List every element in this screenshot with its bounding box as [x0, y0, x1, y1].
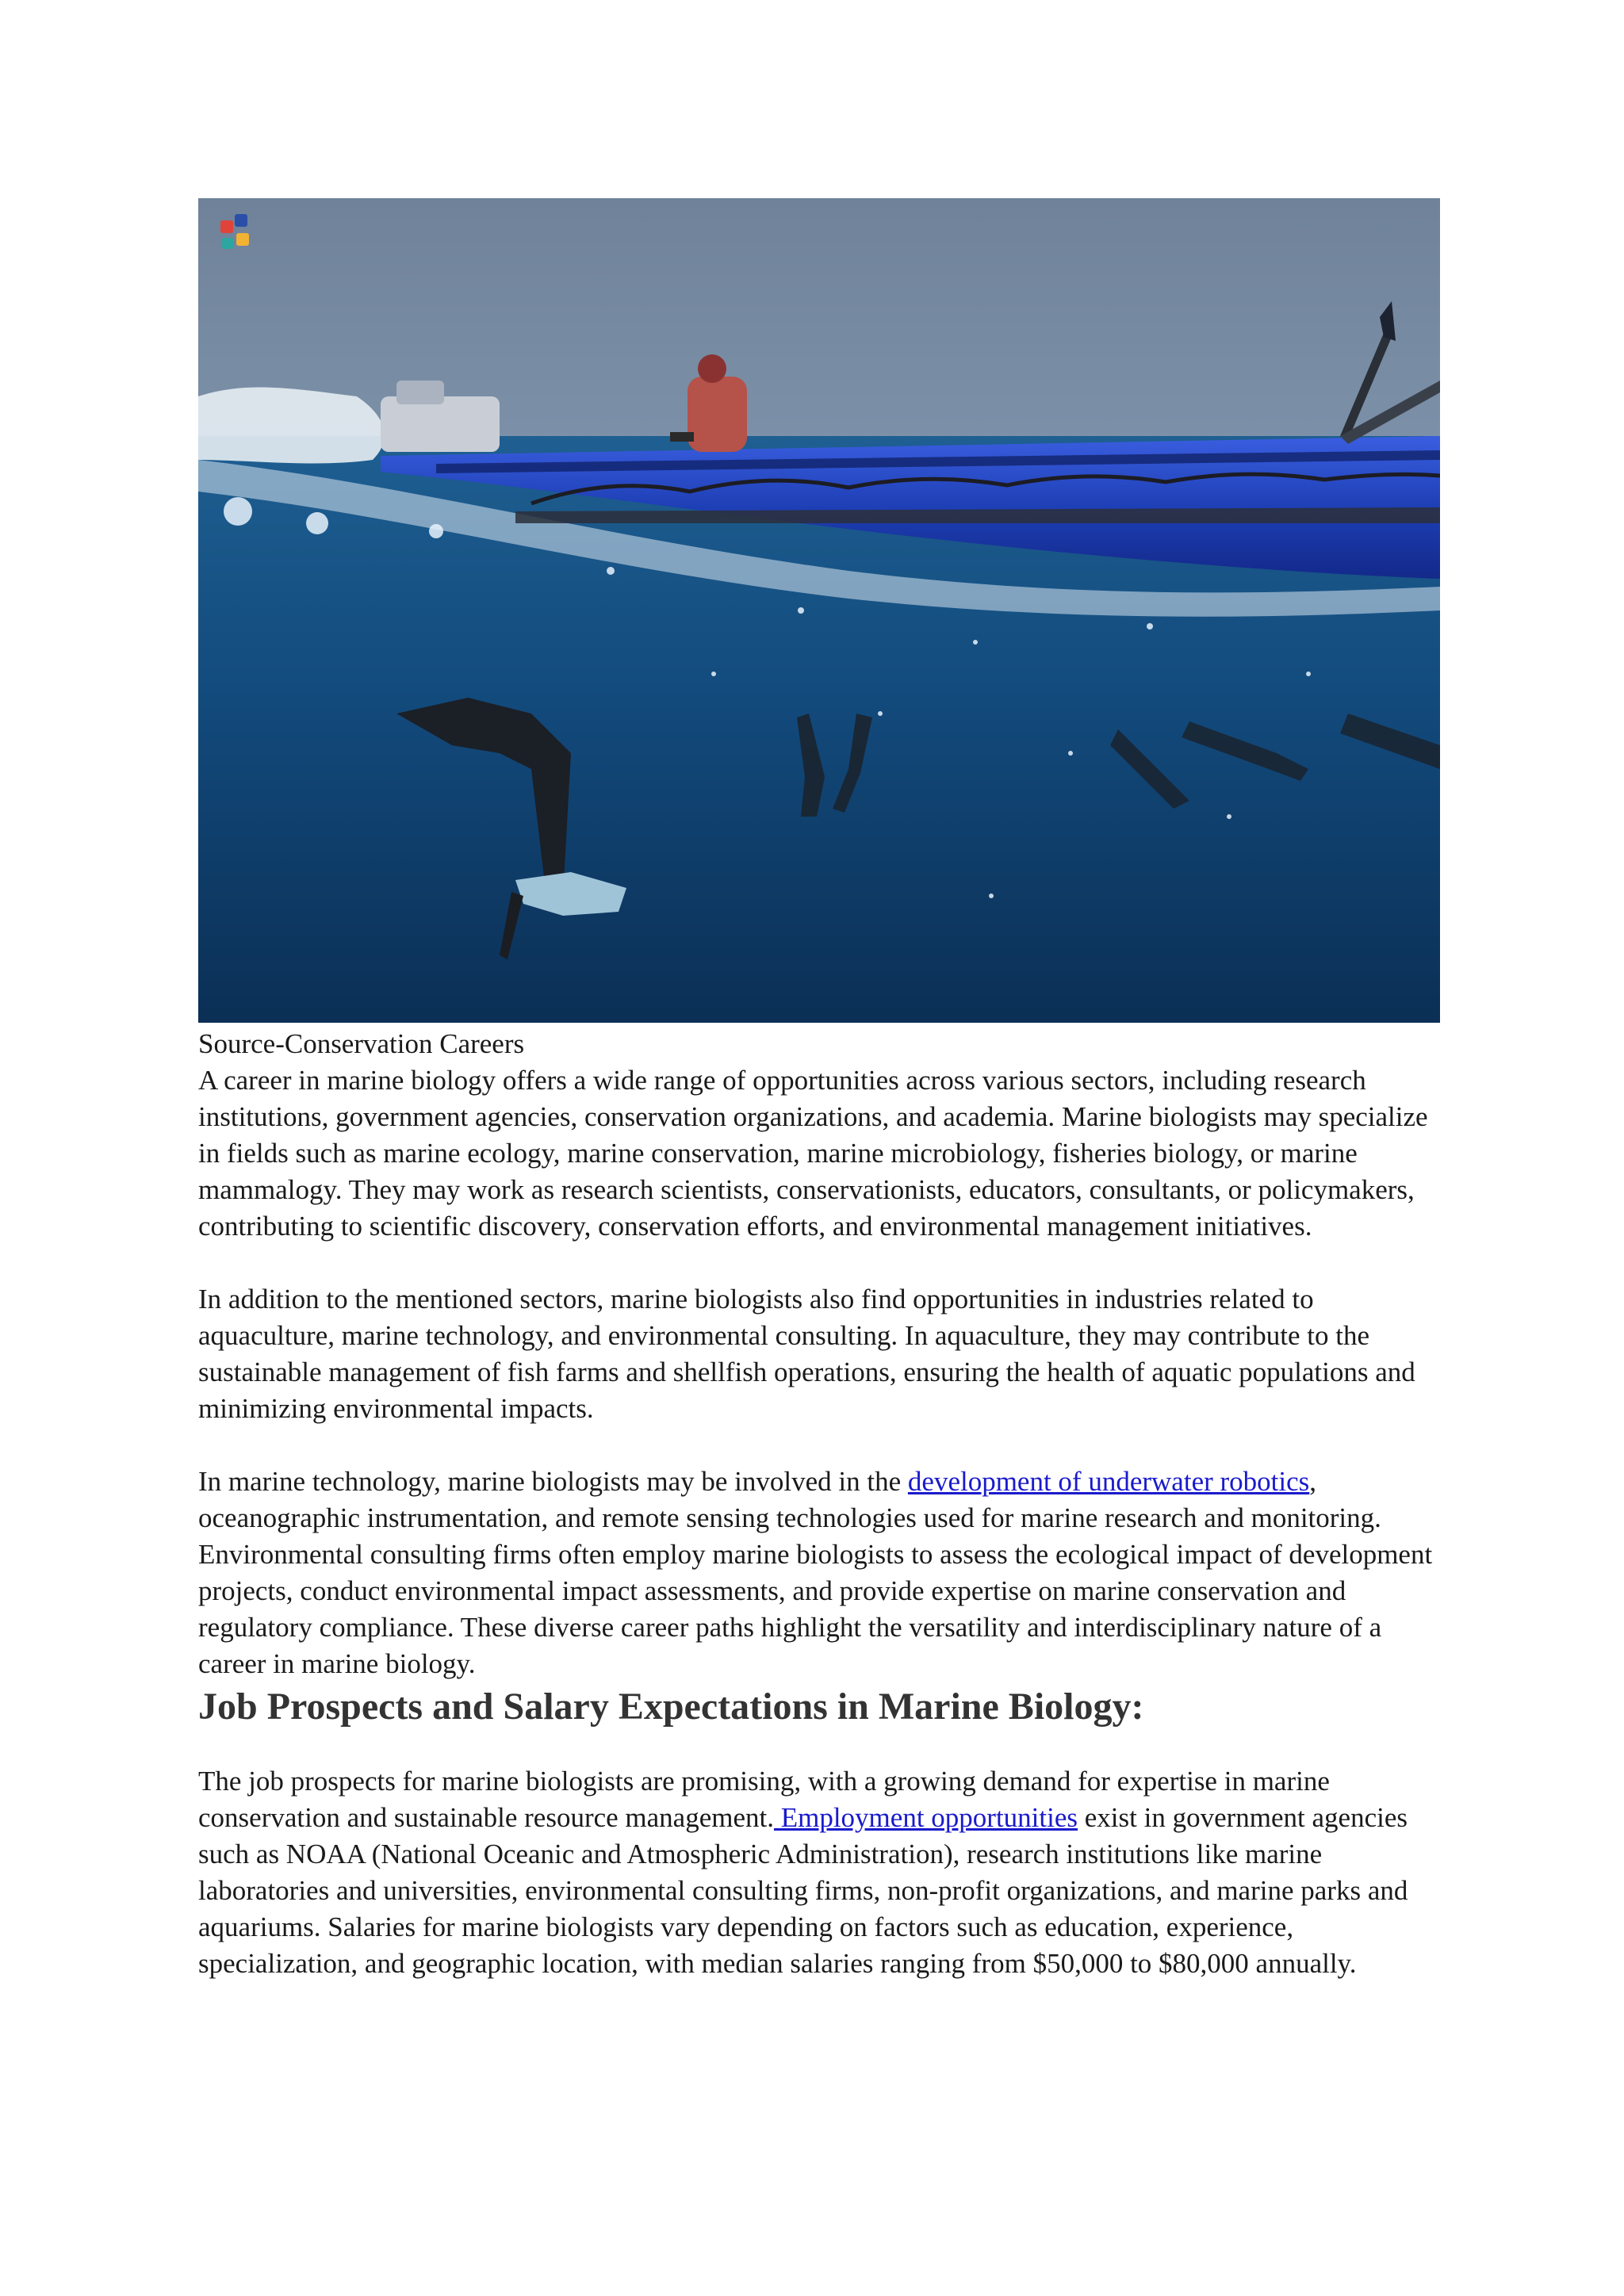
- image-caption: Source-Conservation Careers: [198, 1028, 525, 1059]
- underwater-robotics-link[interactable]: development of underwater robotics: [907, 1466, 1310, 1497]
- marine-photo: [198, 198, 1440, 1023]
- paragraph-1: A career in marine biology offers a wide range of opportunities across various sectors, including research institutions, government agencies, conservation organizations, and academia. Marine biologists may specialize in fields such as marine ecology, marine conservation, marine microbiology, fisheries biology, or marine mammalogy. They may work as research scientists, conservationists, educators, consultants, or policymakers, contributing to scientific discovery, conservation efforts, and environmental management initiatives.: [198, 1065, 1428, 1242]
- paragraph-3-tail: , oceanographic instrumentation, and remote sensing technologies used for marine research and monitoring. Environmental consulting firms often employ marine biologists to assess the ecological impact of development projects, conduct environmental impact assessments, and provide expertise on marine conservation and regulatory compliance. These diverse career paths highlight the versatility and interdisciplinary nature of a career in marine biology.: [198, 1466, 1433, 1679]
- paragraph-3: [198, 1464, 1440, 1682]
- paragraph-3-lead: In marine technology, marine biologists may be involved in the: [198, 1466, 908, 1497]
- article: [198, 198, 1440, 1982]
- section-heading: Job Prospects and Salary Expectations in Marine Biology:: [198, 1686, 1144, 1728]
- paragraph-4-lead: The job prospects for marine biologists are promising, with a growing demand for expertise in marine conservation and sustainable resource management.: [198, 1766, 1330, 1833]
- paragraph-4: [198, 1763, 1440, 1982]
- paragraph-4-tail: exist in government agencies such as NOAA (National Oceanic and Atmospheric Administration), research institutions like marine laboratories and universities, environmental consulting firms, non-profit organizations, and marine parks and aquariums. Salaries for marine biologists vary depending on factors such as education, experience, specialization, and geographic location, with median salaries ranging from $50,000 to $80,000 annually.: [198, 1802, 1408, 1979]
- employment-opportunities-link[interactable]: Employment opportunities: [773, 1802, 1078, 1833]
- paragraph-2: In addition to the mentioned sectors, marine biologists also find opportunities in industries related to aquaculture, marine technology, and environmental consulting. In aquaculture, they may contribute to the sustainable management of fish farms and shellfish operations, ensuring the health of aquatic populations and minimizing environmental impacts.: [198, 1284, 1415, 1424]
